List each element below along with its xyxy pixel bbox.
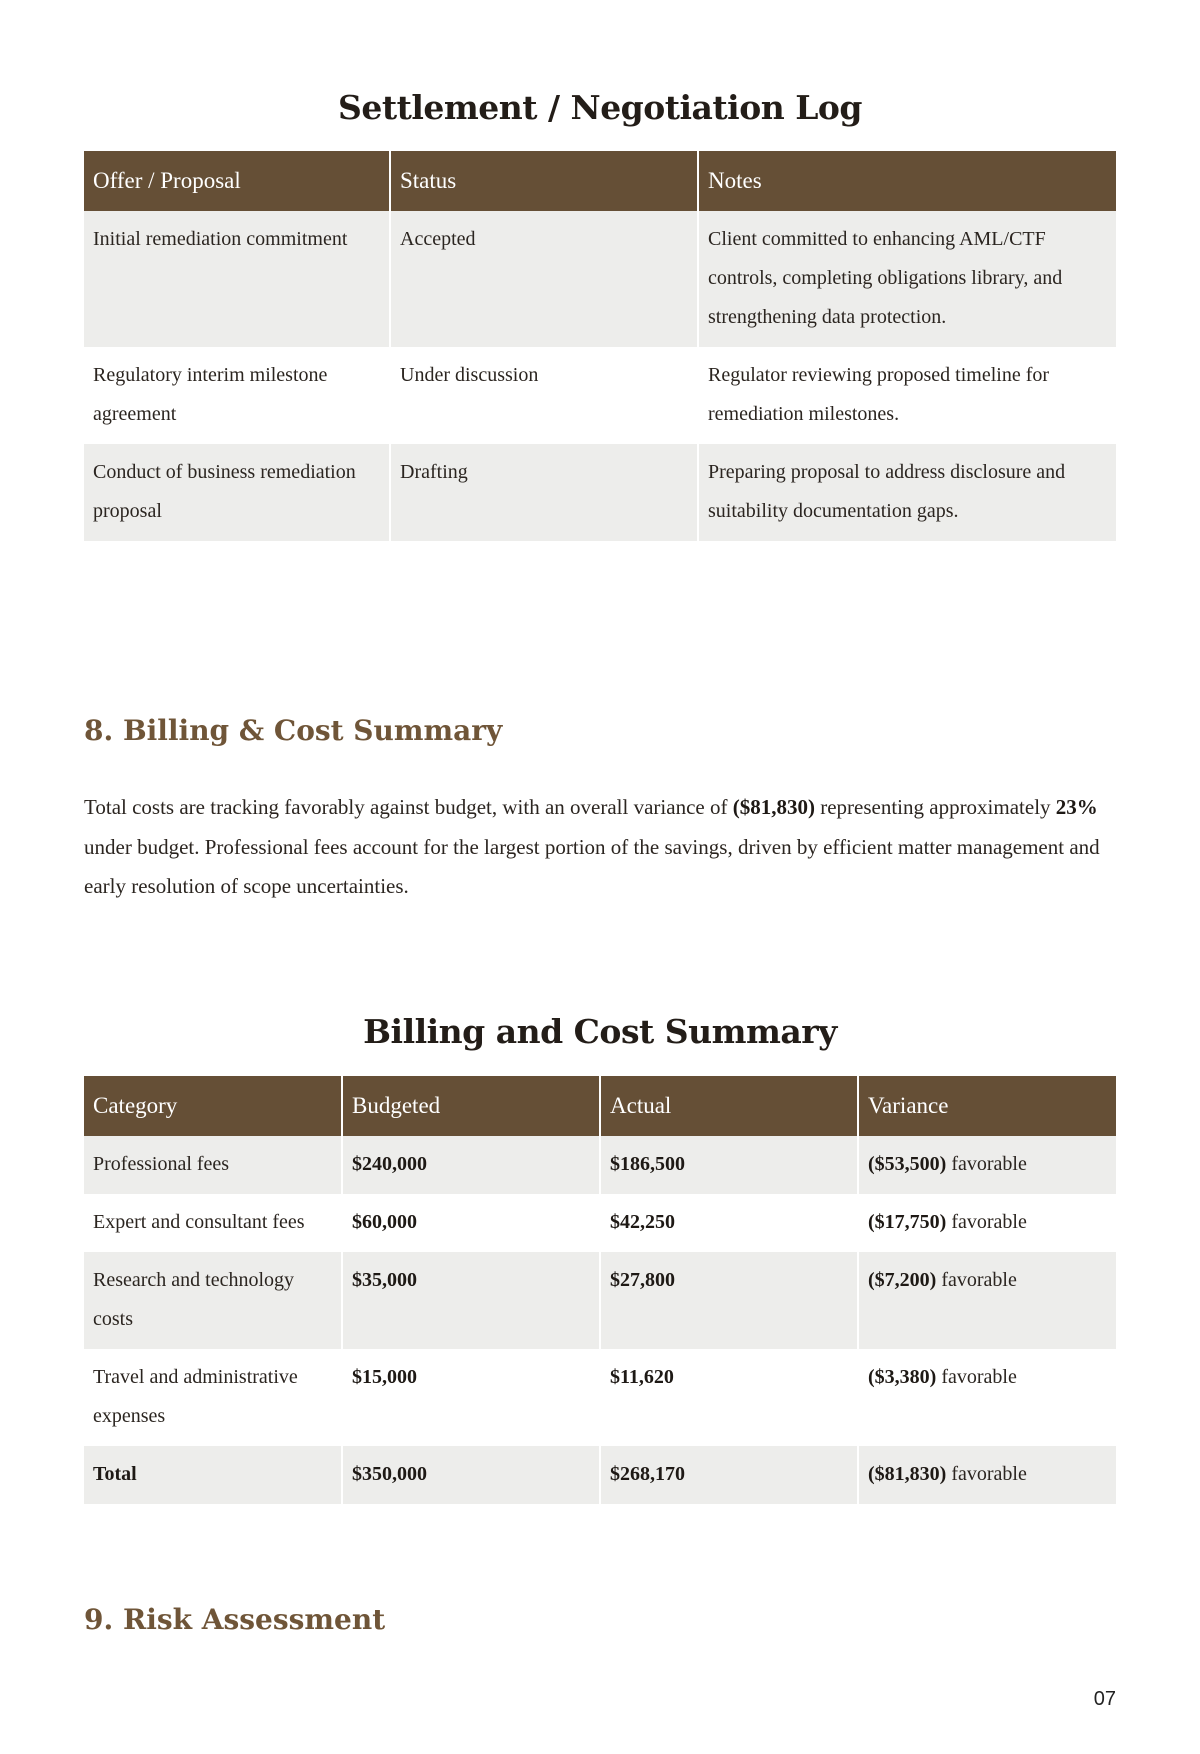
- section-heading-billing: 8. Billing & Cost Summary: [84, 714, 503, 747]
- actual-cell: [600, 1446, 858, 1504]
- column-header-variance: Variance: [858, 1076, 1116, 1136]
- variance-note: favorable: [951, 1153, 1027, 1175]
- actual-cell: [600, 1252, 858, 1349]
- budgeted-cell: [342, 1252, 600, 1349]
- status-cell: Drafting: [390, 444, 698, 541]
- actual-value: $186,500: [610, 1153, 685, 1175]
- negotiation-table-title: Settlement / Negotiation Log: [338, 88, 862, 127]
- actual-cell: [600, 1136, 858, 1194]
- paragraph-text: Total costs are tracking favorably against budget, with an overall variance of: [84, 795, 733, 819]
- variance-value: ($7,200): [868, 1269, 937, 1291]
- variance-note: favorable: [951, 1463, 1027, 1485]
- actual-value: $11,620: [610, 1366, 674, 1388]
- budgeted-total: $350,000: [352, 1463, 427, 1485]
- budgeted-value: $35,000: [352, 1269, 417, 1291]
- page-number: 07: [1093, 1688, 1116, 1710]
- table-row: [84, 347, 1116, 444]
- table-row: [84, 211, 1116, 347]
- variance-cell: [858, 1349, 1116, 1446]
- section-heading-risk: 9. Risk Assessment: [84, 1603, 386, 1636]
- variance-cell: [858, 1252, 1116, 1349]
- offer-cell: Initial remediation commitment: [84, 211, 390, 347]
- notes-cell: Preparing proposal to address disclosure and suitability documentation gaps.: [698, 444, 1116, 541]
- under-budget-percent: 23%: [1055, 795, 1098, 819]
- billing-table-title: Billing and Cost Summary: [363, 1012, 837, 1051]
- budgeted-cell: [342, 1446, 600, 1504]
- column-header-budgeted: Budgeted: [342, 1076, 600, 1136]
- category-cell: Professional fees: [84, 1136, 342, 1194]
- table-total-row: [84, 1446, 1116, 1504]
- budgeted-value: $15,000: [352, 1366, 417, 1388]
- overall-variance: ($81,830): [732, 795, 815, 819]
- total-label: Total: [93, 1463, 137, 1485]
- budgeted-value: $240,000: [352, 1153, 427, 1175]
- column-header-offer: Offer / Proposal: [84, 151, 390, 211]
- offer-cell: Conduct of business remediation proposal: [84, 444, 390, 541]
- variance-note: favorable: [941, 1269, 1017, 1291]
- category-cell: Research and technology costs: [84, 1252, 342, 1349]
- variance-value: ($53,500): [868, 1153, 947, 1175]
- actual-total: $268,170: [610, 1463, 685, 1485]
- variance-note: favorable: [951, 1211, 1027, 1233]
- table-row: [84, 1194, 1116, 1252]
- variance-cell: [858, 1194, 1116, 1252]
- notes-cell: Regulator reviewing proposed timeline for remediation milestones.: [708, 364, 1050, 425]
- variance-cell: [858, 1446, 1116, 1504]
- table-header-row: [84, 151, 1116, 211]
- offer-cell: Regulatory interim milestone agreement: [84, 347, 390, 444]
- paragraph-text: representing approximately: [814, 795, 1056, 819]
- variance-cell: [858, 1136, 1116, 1194]
- actual-value: $42,250: [610, 1211, 675, 1233]
- billing-summary-paragraph: [84, 788, 1116, 907]
- status-cell: Under discussion: [390, 347, 698, 444]
- category-cell: Expert and consultant fees: [84, 1194, 342, 1252]
- actual-cell: [600, 1349, 858, 1446]
- variance-total: ($81,830): [868, 1463, 947, 1485]
- table-row: [84, 1136, 1116, 1194]
- table-header-row: [84, 1076, 1116, 1136]
- notes-cell: Client committed to enhancing AML/CTF controls, completing obligations library, and strengthening data protection.: [698, 211, 1116, 347]
- paragraph-text: under budget. Professional fees account for the largest portion of the savings, driven by efficient matter management and early resolution of scope uncertainties.: [84, 834, 1100, 898]
- budgeted-cell: [342, 1194, 600, 1252]
- variance-value: ($17,750): [868, 1211, 947, 1233]
- negotiation-table: [84, 151, 1116, 541]
- column-header-category: Category: [84, 1076, 342, 1136]
- actual-value: $27,800: [610, 1269, 675, 1291]
- budgeted-cell: [342, 1349, 600, 1446]
- variance-value: ($3,380): [868, 1366, 937, 1388]
- variance-note: favorable: [941, 1366, 1017, 1388]
- actual-cell: [600, 1194, 858, 1252]
- billing-table: [84, 1076, 1116, 1504]
- table-row: [84, 444, 1116, 541]
- category-cell: Travel and administrative expenses: [84, 1349, 342, 1446]
- status-cell: Accepted: [390, 211, 698, 347]
- table-row: [84, 1252, 1116, 1349]
- table-row: [84, 1349, 1116, 1446]
- total-label-cell: [84, 1446, 342, 1504]
- column-header-notes: Notes: [698, 151, 1116, 211]
- budgeted-cell: [342, 1136, 600, 1194]
- column-header-status: Status: [390, 151, 698, 211]
- budgeted-value: $60,000: [352, 1211, 417, 1233]
- column-header-actual: Actual: [600, 1076, 858, 1136]
